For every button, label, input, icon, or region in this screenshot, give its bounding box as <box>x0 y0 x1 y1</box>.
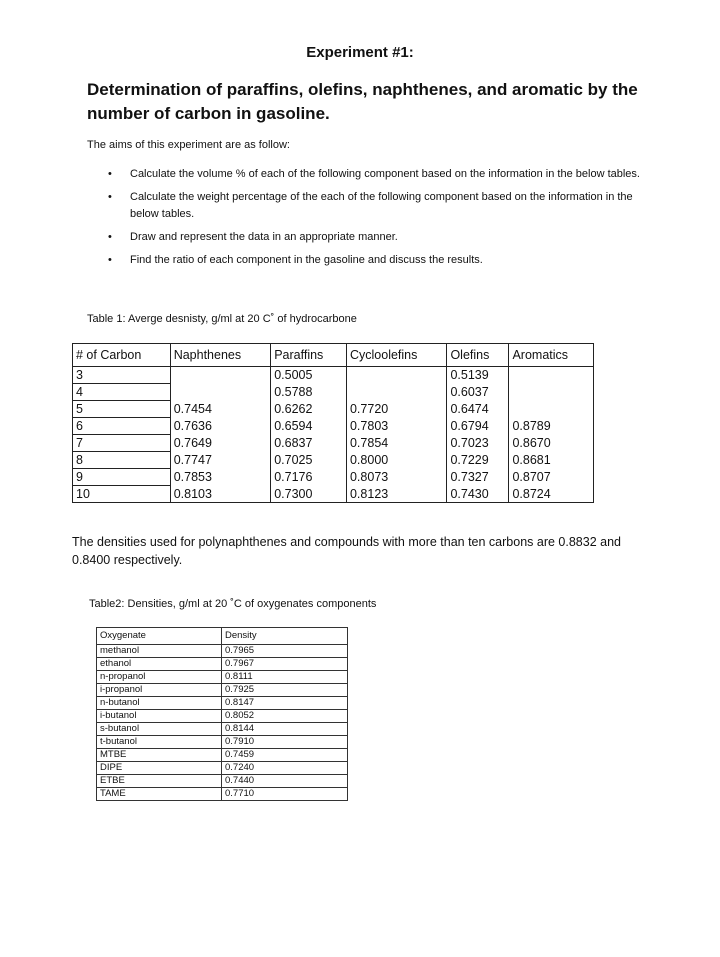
table-cell: 0.6837 <box>271 435 347 452</box>
table-cell: 0.7229 <box>447 452 509 469</box>
table-cell <box>170 384 271 401</box>
table-row <box>97 671 348 684</box>
table-cell: 0.6262 <box>271 401 347 418</box>
table-cell: 0.7965 <box>222 645 348 658</box>
table-cell: 0.6474 <box>447 401 509 418</box>
table-cell: 0.8147 <box>222 697 348 710</box>
column-header: Naphthenes <box>170 344 271 367</box>
table-cell: 0.6794 <box>447 418 509 435</box>
table-cell: 0.7854 <box>346 435 446 452</box>
table-cell: s-butanol <box>97 723 222 736</box>
table-cell: 0.7440 <box>222 775 348 788</box>
table-cell: 0.8000 <box>346 452 446 469</box>
aims-intro: The aims of this experiment are as follow: <box>87 139 290 151</box>
table-cell: 0.7300 <box>271 486 347 503</box>
table-row <box>97 710 348 723</box>
aim-text: Calculate the volume % of each of the following component based on the information in the below tables. <box>130 168 640 180</box>
table-row <box>73 367 594 384</box>
table-cell <box>346 367 446 384</box>
table-cell: 0.7454 <box>170 401 271 418</box>
table-row <box>97 684 348 697</box>
table-cell: 0.8724 <box>509 486 594 503</box>
table1-caption: Table 1: Averge desnisty, g/ml at 20 C˚ of hydrocarbone <box>87 313 357 325</box>
table-row <box>97 697 348 710</box>
table-cell: i-propanol <box>97 684 222 697</box>
table-cell: 0.8073 <box>346 469 446 486</box>
table-row <box>73 486 594 503</box>
table-cell: DIPE <box>97 762 222 775</box>
bullet-icon: • <box>108 254 112 266</box>
table-cell: TAME <box>97 788 222 801</box>
table-cell: 0.7176 <box>271 469 347 486</box>
aim-item <box>108 229 648 246</box>
table-cell: ETBE <box>97 775 222 788</box>
table-cell: 8 <box>73 452 171 469</box>
column-header: Aromatics <box>509 344 594 367</box>
table-header-row <box>97 628 348 645</box>
table-cell: 0.8681 <box>509 452 594 469</box>
table-row <box>73 469 594 486</box>
table-cell: 0.7649 <box>170 435 271 452</box>
column-header: # of Carbon <box>73 344 171 367</box>
table-cell <box>509 367 594 384</box>
column-header: Olefins <box>447 344 509 367</box>
table-cell: 0.8103 <box>170 486 271 503</box>
table-cell: 0.7803 <box>346 418 446 435</box>
density-note: The densities used for polynaphthenes and compounds with more than ten carbons are 0.8832 and 0.8400 respectively. <box>72 535 621 567</box>
table-cell: 3 <box>73 367 171 384</box>
table-row <box>97 736 348 749</box>
table-cell: 0.7853 <box>170 469 271 486</box>
hydrocarbon-density-table <box>72 343 594 503</box>
table-cell: 10 <box>73 486 171 503</box>
table-cell: 0.7430 <box>447 486 509 503</box>
table-cell: 0.8789 <box>509 418 594 435</box>
column-header: Paraffins <box>271 344 347 367</box>
table-cell: 0.8144 <box>222 723 348 736</box>
table-cell: 5 <box>73 401 171 418</box>
table-row <box>97 723 348 736</box>
table-cell <box>509 384 594 401</box>
table-cell: 0.7720 <box>346 401 446 418</box>
table-row <box>73 401 594 418</box>
aim-item <box>108 252 648 269</box>
table-cell: 0.7710 <box>222 788 348 801</box>
table-cell: 0.7636 <box>170 418 271 435</box>
table-cell: 0.5788 <box>271 384 347 401</box>
table-cell: 0.6594 <box>271 418 347 435</box>
bullet-icon: • <box>108 231 112 243</box>
table-cell <box>346 384 446 401</box>
aims-list <box>108 166 648 275</box>
table-cell: 7 <box>73 435 171 452</box>
table2-caption: Table2: Densities, g/ml at 20 ˚C of oxygenates components <box>89 598 377 610</box>
table-cell: 0.7240 <box>222 762 348 775</box>
table-row <box>97 775 348 788</box>
table-cell <box>509 401 594 418</box>
table-row <box>97 762 348 775</box>
table-cell: 0.8670 <box>509 435 594 452</box>
table-cell: methanol <box>97 645 222 658</box>
table-cell: n-butanol <box>97 697 222 710</box>
column-header: Cycloolefins <box>346 344 446 367</box>
table-cell: 0.7925 <box>222 684 348 697</box>
table-cell: 0.5005 <box>271 367 347 384</box>
table-row <box>97 645 348 658</box>
table-cell: 0.7967 <box>222 658 348 671</box>
aim-item <box>108 189 648 223</box>
table-cell: 0.7459 <box>222 749 348 762</box>
table-row <box>97 788 348 801</box>
table-row <box>97 749 348 762</box>
table-cell: 0.8052 <box>222 710 348 723</box>
column-header: Density <box>222 628 348 645</box>
table-cell: 0.7910 <box>222 736 348 749</box>
table-cell: 9 <box>73 469 171 486</box>
table-cell: 0.5139 <box>447 367 509 384</box>
bullet-icon: • <box>108 191 112 203</box>
table-cell: ethanol <box>97 658 222 671</box>
bullet-icon: • <box>108 168 112 180</box>
table-cell: n-propanol <box>97 671 222 684</box>
table-cell: 0.8123 <box>346 486 446 503</box>
table-row <box>73 435 594 452</box>
table-cell: 0.6037 <box>447 384 509 401</box>
table-row <box>73 452 594 469</box>
aim-text: Calculate the weight percentage of the each of the following component based on the information in the below tables. <box>130 191 633 220</box>
table-cell: 0.7327 <box>447 469 509 486</box>
table-cell: 4 <box>73 384 171 401</box>
table-cell: 0.7747 <box>170 452 271 469</box>
oxygenate-density-table <box>96 627 348 801</box>
table-row <box>73 384 594 401</box>
table-cell: MTBE <box>97 749 222 762</box>
main-heading: Determination of paraffins, olefins, naphthenes, and aromatic by the number of carbon in gasoline. <box>87 80 638 123</box>
table-cell: 0.8707 <box>509 469 594 486</box>
experiment-title: Experiment #1: <box>306 44 414 61</box>
table-cell <box>170 367 271 384</box>
table-cell: t-butanol <box>97 736 222 749</box>
aim-text: Draw and represent the data in an appropriate manner. <box>130 231 398 243</box>
table-header-row <box>73 344 594 367</box>
table-cell: 0.7023 <box>447 435 509 452</box>
table-row <box>73 418 594 435</box>
table-cell: 0.8111 <box>222 671 348 684</box>
column-header: Oxygenate <box>97 628 222 645</box>
table-cell: 6 <box>73 418 171 435</box>
aim-item <box>108 166 648 183</box>
aim-text: Find the ratio of each component in the gasoline and discuss the results. <box>130 254 483 266</box>
table-cell: i-butanol <box>97 710 222 723</box>
table-cell: 0.7025 <box>271 452 347 469</box>
table-row <box>97 658 348 671</box>
